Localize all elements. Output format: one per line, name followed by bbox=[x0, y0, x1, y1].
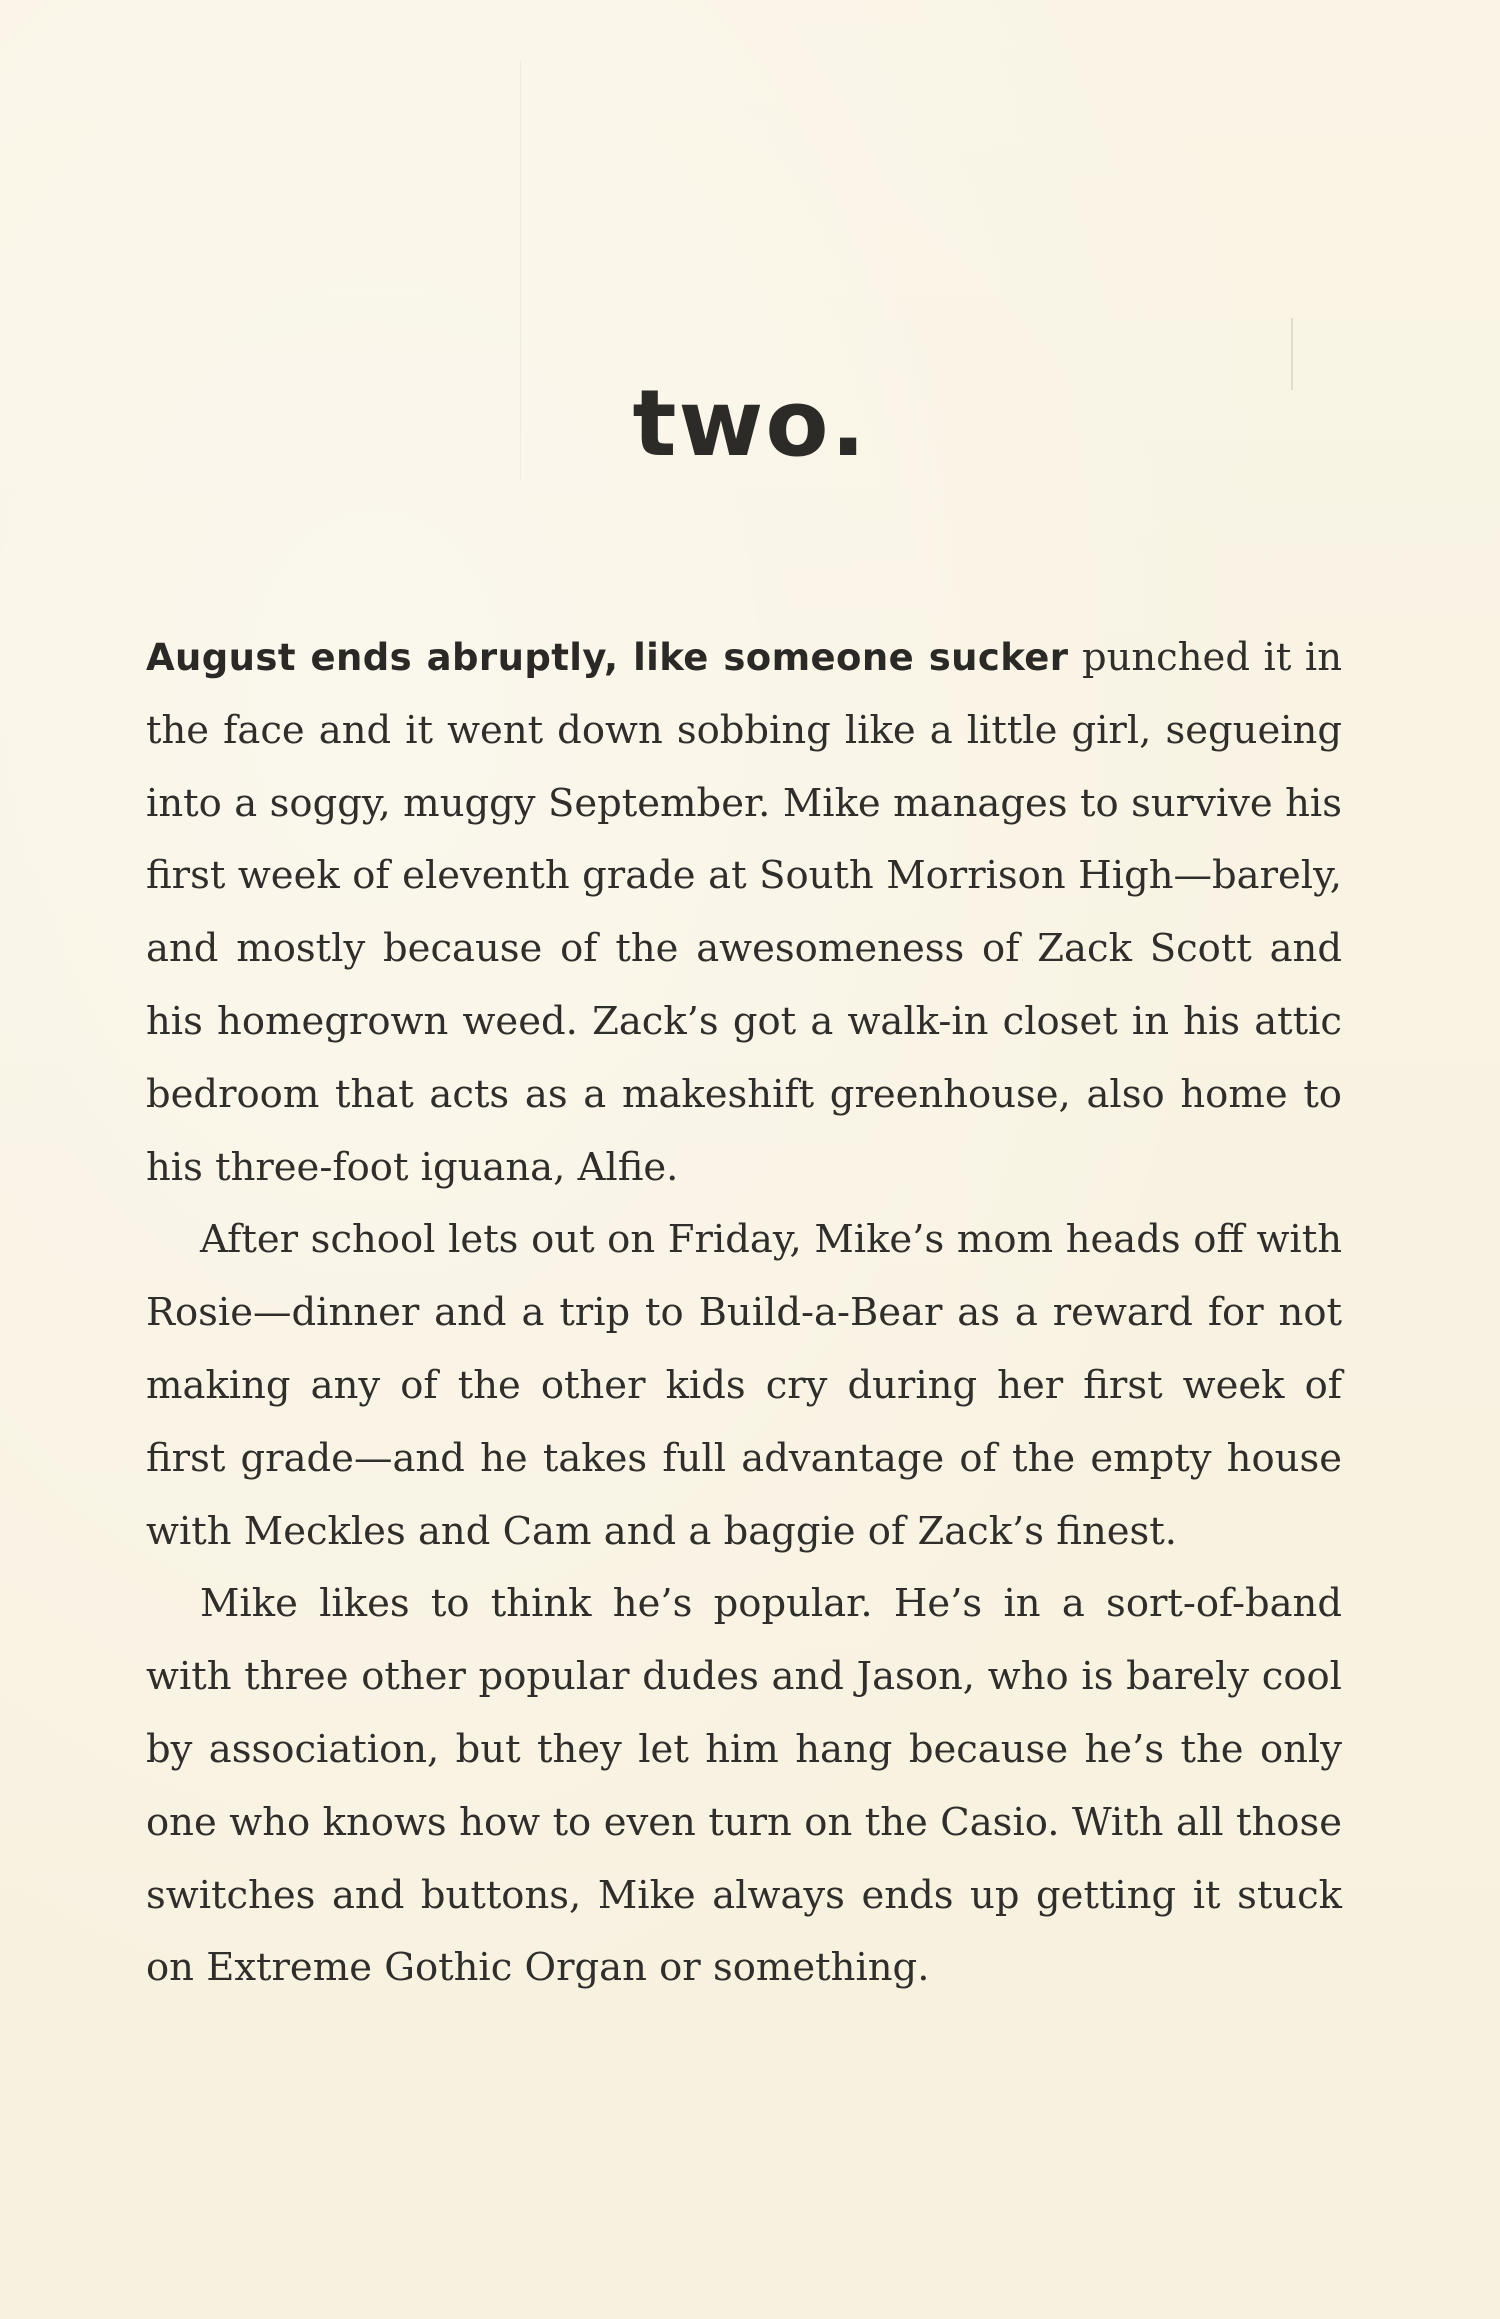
lead-in-text: August ends abruptly, like someone sucker bbox=[146, 636, 1069, 679]
body-text bbox=[146, 622, 1342, 2005]
paragraph: Mike likes to think he’s popular. He’s in a sort-of-band with three other popular dudes and Jason, who is barely cool by association, but they let him hang because he’s the only one who knows how to even turn on the Casio. With all those switches and buttons, Mike always ends up getting it stuck on Extreme Gothic Organ or something. bbox=[146, 1581, 1342, 1991]
chapter-title: two. bbox=[632, 370, 868, 477]
paragraph: After school lets out on Friday, Mike’s mom heads off with Rosie—dinner and a trip to Build-a-Bear as a reward for not making any of the other kids cry during her first week of first grade—and he takes full advantage of the empty house with Meckles and Cam and a baggie of Zack’s finest. bbox=[146, 1217, 1342, 1554]
paragraph-text: punched it in the face and it went down sobbing like a little girl, segueing into a soggy, muggy September. Mike manages to survive his first week of eleventh grade at South Morrison High—barely, and mostly because of the awesomeness of Zack Scott and his homegrown weed. Zack’s got a walk-in closet in his attic bedroom that acts as a makeshift greenhouse, also home to his three-foot iguana, Alfie. bbox=[146, 635, 1342, 1190]
paragraph bbox=[146, 622, 1342, 1204]
